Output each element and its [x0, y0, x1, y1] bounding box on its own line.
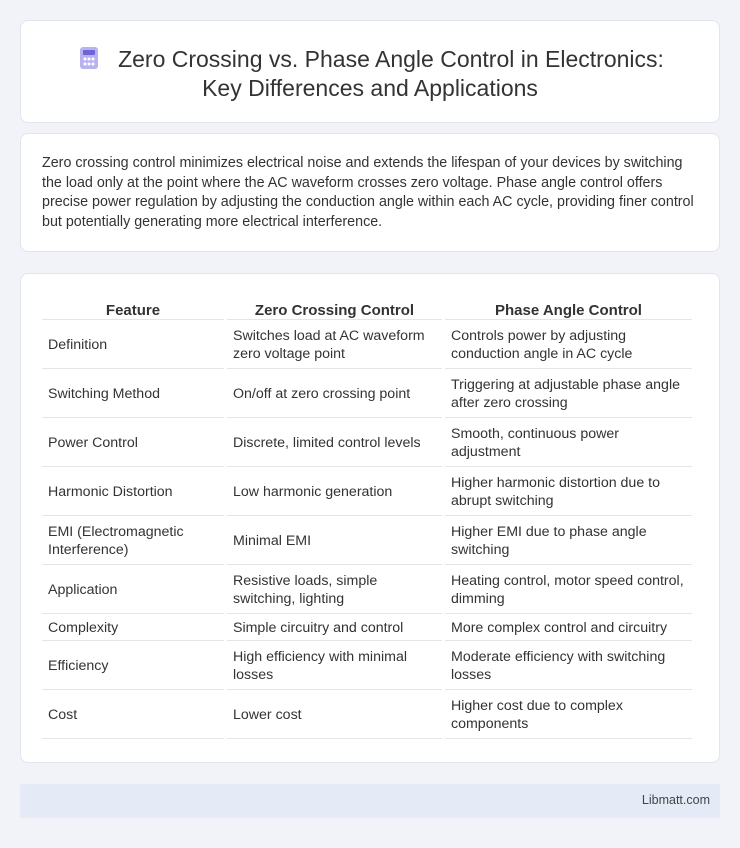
comparison-table — [39, 294, 695, 741]
title-line-1: Zero Crossing vs. Phase Angle Control in Electronics: — [118, 46, 664, 72]
table-cell: Application — [42, 567, 224, 614]
header-feature: Feature — [42, 296, 224, 320]
table-cell: Cost — [42, 692, 224, 739]
table-cell: Switches load at AC waveform zero voltage point — [227, 322, 442, 369]
table-cell: Definition — [42, 322, 224, 369]
table-cell: Heating control, motor speed control, dimming — [445, 567, 692, 614]
table-row — [42, 692, 692, 739]
table-cell: Triggering at adjustable phase angle after zero crossing — [445, 371, 692, 418]
table-cell: Low harmonic generation — [227, 469, 442, 516]
table-cell: Efficiency — [42, 643, 224, 690]
table-cell: More complex control and circuitry — [445, 616, 692, 641]
header-zero-crossing: Zero Crossing Control — [227, 296, 442, 320]
table-cell: Smooth, continuous power adjustment — [445, 420, 692, 467]
table-cell: Harmonic Distortion — [42, 469, 224, 516]
table-row — [42, 371, 692, 418]
table-row — [42, 643, 692, 690]
table-row — [42, 567, 692, 614]
table-cell: Higher EMI due to phase angle switching — [445, 518, 692, 565]
title-card — [20, 20, 720, 123]
table-cell: Switching Method — [42, 371, 224, 418]
table-row — [42, 518, 692, 565]
table-cell: Discrete, limited control levels — [227, 420, 442, 467]
table-row — [42, 322, 692, 369]
table-header-row — [42, 296, 692, 320]
intro-paragraph: Zero crossing control minimizes electrical noise and extends the lifespan of your devices by switching the load only at the point where the AC waveform crosses zero voltage. Phase angle control offers precise power regulation by adjusting the conduction angle within each AC cycle, providing finer control but potentially generating more electrical interference. — [42, 155, 694, 230]
table-cell: Resistive loads, simple switching, lighting — [227, 567, 442, 614]
table-cell: Complexity — [42, 616, 224, 641]
table-cell: Controls power by adjusting conduction angle in AC cycle — [445, 322, 692, 369]
table-row — [42, 469, 692, 516]
table-cell: EMI (Electromagnetic Interference) — [42, 518, 224, 565]
header-phase-angle: Phase Angle Control — [445, 296, 692, 320]
table-cell: On/off at zero crossing point — [227, 371, 442, 418]
intro-card — [20, 133, 720, 252]
table-cell: Minimal EMI — [227, 518, 442, 565]
table-cell: Higher harmonic distortion due to abrupt switching — [445, 469, 692, 516]
calculator-icon — [76, 45, 102, 71]
footer-bar — [20, 784, 720, 818]
table-row — [42, 616, 692, 641]
page-title — [21, 45, 719, 103]
table-cell: Lower cost — [227, 692, 442, 739]
table-cell: Moderate efficiency with switching losses — [445, 643, 692, 690]
footer-site-link[interactable]: Libmatt.com — [641, 793, 710, 807]
table-cell: Simple circuitry and control — [227, 616, 442, 641]
table-cell: Power Control — [42, 420, 224, 467]
table-cell: Higher cost due to complex components — [445, 692, 692, 739]
comparison-card — [20, 273, 720, 763]
table-row — [42, 420, 692, 467]
table-cell: High efficiency with minimal losses — [227, 643, 442, 690]
title-line-2: Key Differences and Applications — [202, 75, 538, 101]
